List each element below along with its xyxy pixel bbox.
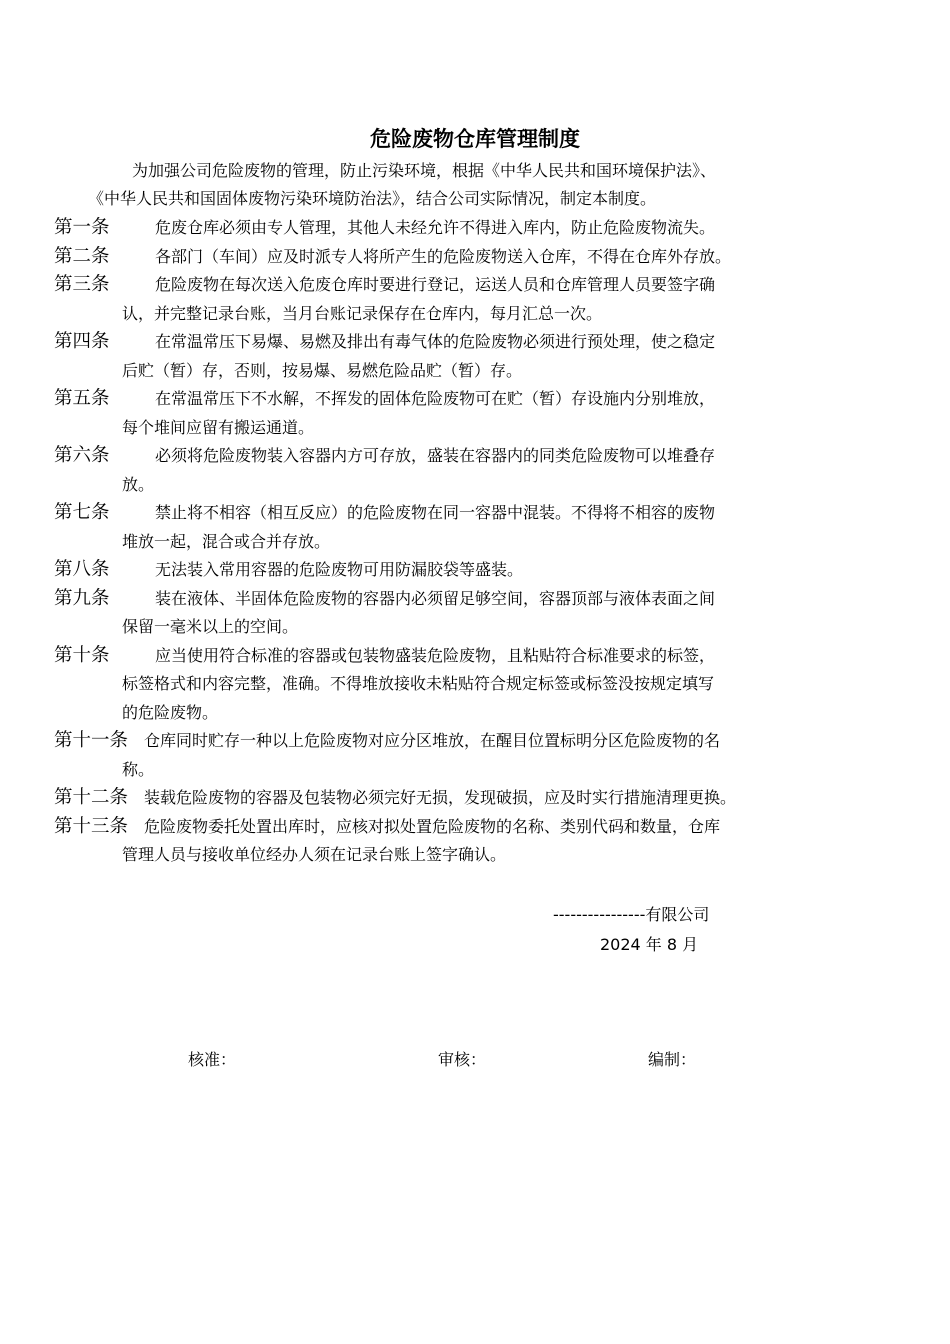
article-line: 在常温常压下不水解，不挥发的固体危险废物可在贮（暂）存设施内分别堆放，	[155, 389, 716, 408]
article-number: 第九条	[54, 587, 110, 609]
article-number: 第十二条	[54, 787, 129, 808]
article-number: 第二条	[54, 245, 110, 267]
article-10	[54, 642, 854, 728]
review-label: 审核：	[438, 1050, 487, 1069]
article-body	[54, 727, 854, 784]
article-body	[54, 385, 854, 442]
article-line: 后贮（暂）存，否则，按易爆、易燃危险品贮（暂）存。	[122, 360, 523, 380]
article-11	[54, 727, 854, 784]
article-5	[54, 385, 854, 442]
article-line: 各部门（车间）应及时派专人将所产生的危险废物送入仓库，不得在仓库外存放。	[155, 246, 732, 266]
article-number: 第四条	[54, 331, 110, 352]
article-body	[54, 328, 854, 385]
article-number: 第一条	[54, 217, 110, 238]
intro-line-2: 《中华人民共和国固体废物污染环境防治法》，结合公司实际情况，制定本制度。	[88, 189, 657, 208]
article-line: 危险废物在每次送入危废仓库时要进行登记，运送人员和仓库管理人员要签字确	[155, 275, 716, 294]
article-line: 管理人员与接收单位经办人须在记录台账上签字确认。	[122, 845, 507, 864]
article-4	[54, 328, 854, 385]
article-number: 第八条	[54, 559, 110, 580]
article-line: 堆放一起，混合或合并存放。	[122, 531, 331, 551]
article-line: 装在液体、半固体危险废物的容器内必须留足够空间，容器顶部与液体表面之间	[155, 588, 716, 608]
article-body	[54, 214, 854, 243]
document-date: 2024 年 8 月	[600, 935, 699, 954]
article-line: 危险废物委托处置出库时，应核对拟处置危险废物的名称、类别代码和数量，仓库	[144, 816, 721, 836]
article-1	[54, 214, 854, 243]
article-number: 第六条	[54, 445, 110, 466]
article-number: 第五条	[54, 388, 110, 409]
article-number: 第三条	[54, 274, 110, 295]
article-line: 每个堆间应留有搬运通道。	[122, 417, 315, 437]
intro-line-1: 为加强公司危险废物的管理，防止污染环境，根据《中华人民共和国环境保护法》、	[132, 161, 717, 180]
article-line: 的危险废物。	[122, 702, 219, 722]
article-6	[54, 442, 854, 499]
article-line: 必须将危险废物装入容器内方可存放，盛装在容器内的同类危险废物可以堆叠存	[155, 446, 716, 465]
article-3	[54, 271, 854, 328]
article-number: 第七条	[54, 502, 110, 523]
article-line: 在常温常压下易爆、易燃及排出有毒气体的危险废物必须进行预处理，使之稳定	[155, 332, 716, 351]
compile-label: 编制：	[648, 1050, 697, 1069]
approve-label: 核准：	[188, 1050, 237, 1069]
article-body	[54, 243, 854, 272]
article-list	[54, 214, 854, 870]
article-12	[54, 784, 854, 813]
article-line: 应当使用符合标准的容器或包装物盛装危险废物，且粘贴符合标准要求的标签，	[155, 645, 716, 665]
article-body	[54, 442, 854, 499]
article-body	[54, 585, 854, 642]
article-line: 放。	[122, 474, 155, 494]
article-7	[54, 499, 854, 556]
article-line: 无法装入常用容器的危险废物可用防漏胶袋等盛装。	[155, 560, 524, 579]
article-body	[54, 499, 854, 556]
article-line: 危废仓库必须由专人管理，其他人未经允许不得进入库内，防止危险废物流失。	[155, 218, 716, 237]
article-number: 第十一条	[54, 730, 129, 751]
article-number: 第十三条	[54, 815, 129, 837]
article-13	[54, 813, 854, 870]
article-body	[54, 642, 854, 728]
article-number: 第十条	[54, 644, 110, 666]
article-line: 称。	[122, 759, 155, 779]
company-signature: ----------------有限公司	[553, 905, 710, 924]
article-line: 禁止将不相容（相互反应）的危险废物在同一容器中混装。不得将不相容的废物	[155, 503, 716, 522]
article-line: 保留一毫米以上的空间。	[122, 617, 299, 636]
article-8	[54, 556, 854, 585]
intro-paragraph	[88, 157, 868, 213]
article-line: 标签格式和内容完整，准确。不得堆放接收未粘贴符合规定标签或标签没按规定填写	[122, 674, 715, 693]
document-title: 危险废物仓库管理制度	[370, 127, 580, 151]
article-9	[54, 585, 854, 642]
article-line: 仓库同时贮存一种以上危险废物对应分区堆放，在醒目位置标明分区危险废物的名	[144, 731, 721, 750]
article-body	[54, 813, 854, 870]
article-2	[54, 243, 854, 272]
article-line: 认，并完整记录台账，当月台账记录保存在仓库内，每月汇总一次。	[122, 303, 603, 323]
article-line: 装载危险废物的容器及包装物必须完好无损，发现破损，应及时实行措施清理更换。	[144, 788, 737, 807]
article-body	[54, 784, 854, 813]
article-body	[54, 271, 854, 328]
article-body	[54, 556, 854, 585]
